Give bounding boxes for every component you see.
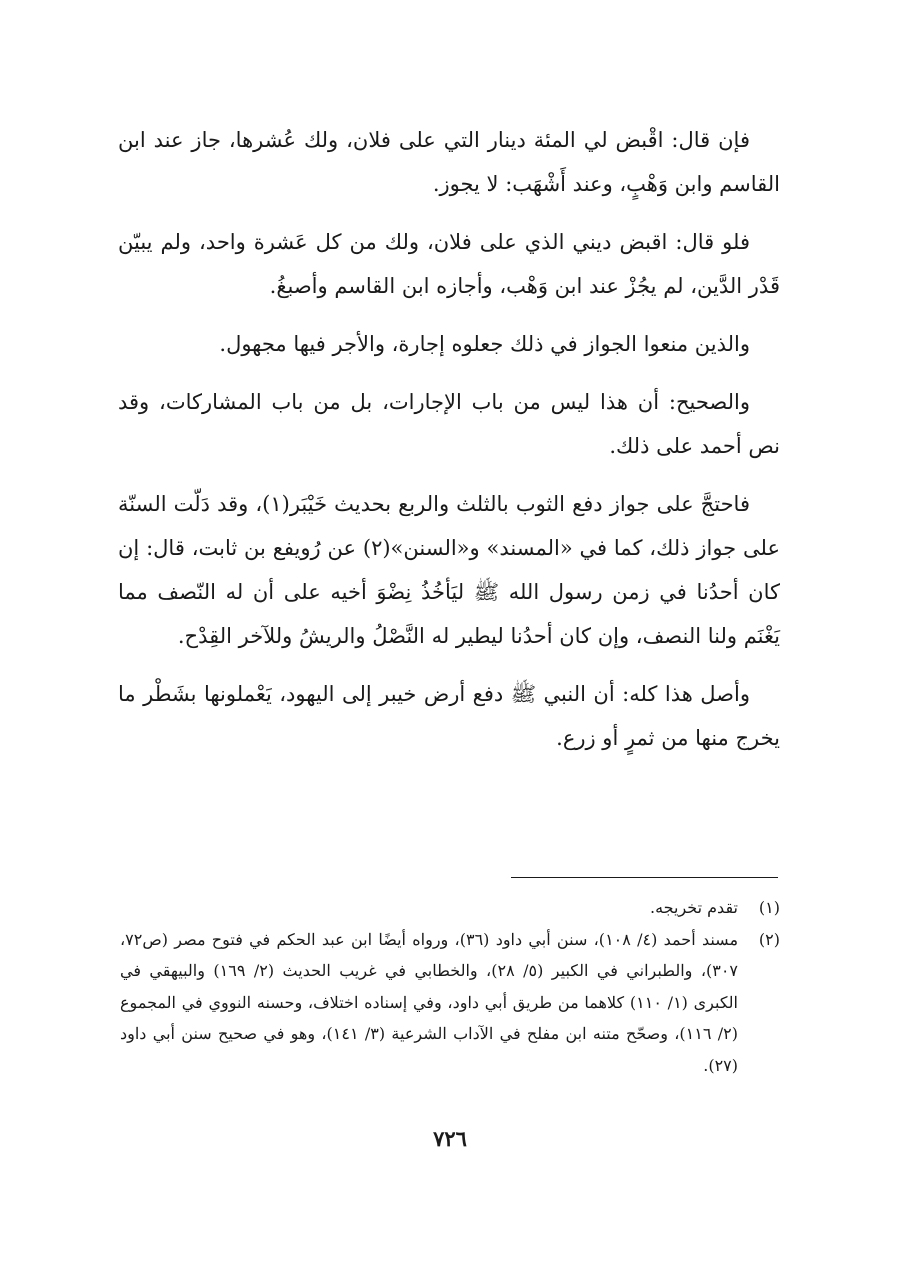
footnotes xyxy=(120,892,780,1081)
paragraph: والذين منعوا الجواز في ذلك جعلوه إجارة، والأجر فيها مجهول. xyxy=(219,332,750,356)
paragraph: فاحتجَّ على جواز دفع الثوب بالثلث والربع بحديث خَيْبَر(١)، وقد دَلّت السنّة على جواز ذلك، كما في «المسند» و«السنن»(٢) عن رُويفع بن ثابت، قال: إن كان أحدُنا في زمن رسول الله ﷺ ليَأخُذُ نِضْوَ أخيه على أن له النّصف مما يَغْنَم ولنا النصف، وإن كان أحدُنا ليطير له النَّصْلُ والريشُ وللآخر القِدْح. xyxy=(118,492,780,648)
footnote-number: (٢) xyxy=(758,929,780,949)
footnote-text: مسند أحمد (٤/ ١٠٨)، سنن أبي داود (٣٦)، ورواه أيضًا ابن عبد الحكم في فتوح مصر (ص٧٢، ٣٠٧)، والطبراني في الكبير (٥/ ٢٨)، والخطابي في غريب الحديث (٢/ ١٦٩) والبيهقي في الكبرى (١/ ١١٠) كلاهما من طريق أبي داود، وفي إسناده اختلاف، وحسنه النووي في المجموع (٢/ ١١٦)، وصحّح متنه ابن مفلح في الآداب الشرعية (٣/ ١٤١)، وهو في صحيح سنن أبي داود (٢٧). xyxy=(120,929,739,1075)
page-number: ٧٢٦ xyxy=(433,1126,467,1151)
footnote-number: (١) xyxy=(758,898,780,917)
footnote xyxy=(120,924,780,1082)
footnote-text: تقدم تخريجه. xyxy=(650,898,738,917)
paragraph: والصحيح: أن هذا ليس من باب الإجارات، بل من باب المشاركات، وقد نص أحمد على ذلك. xyxy=(118,390,780,458)
paragraph: فإن قال: اقْبض لي المئة دينار التي على فلان، ولك عُشرها، جاز عند ابن القاسم وابن وَهْبٍ، وعند أَشْهَب: لا يجوز. xyxy=(118,128,780,196)
paragraph: فلو قال: اقبض ديني الذي على فلان، ولك من كل عَشرة واحد، ولم يبيّن قَدْر الدَّين، لم يجُزْ عند ابن وَهْب، وأجازه ابن القاسم وأصبغُ. xyxy=(118,230,780,298)
footnote xyxy=(120,892,780,924)
main-text xyxy=(118,118,780,774)
footnote-divider xyxy=(511,877,778,878)
paragraph: وأصل هذا كله: أن النبي ﷺ دفع أرض خيبر إلى اليهود، يَعْملونها بشَطْر ما يخرج منها من ثمرٍ أو زرع. xyxy=(118,682,780,750)
